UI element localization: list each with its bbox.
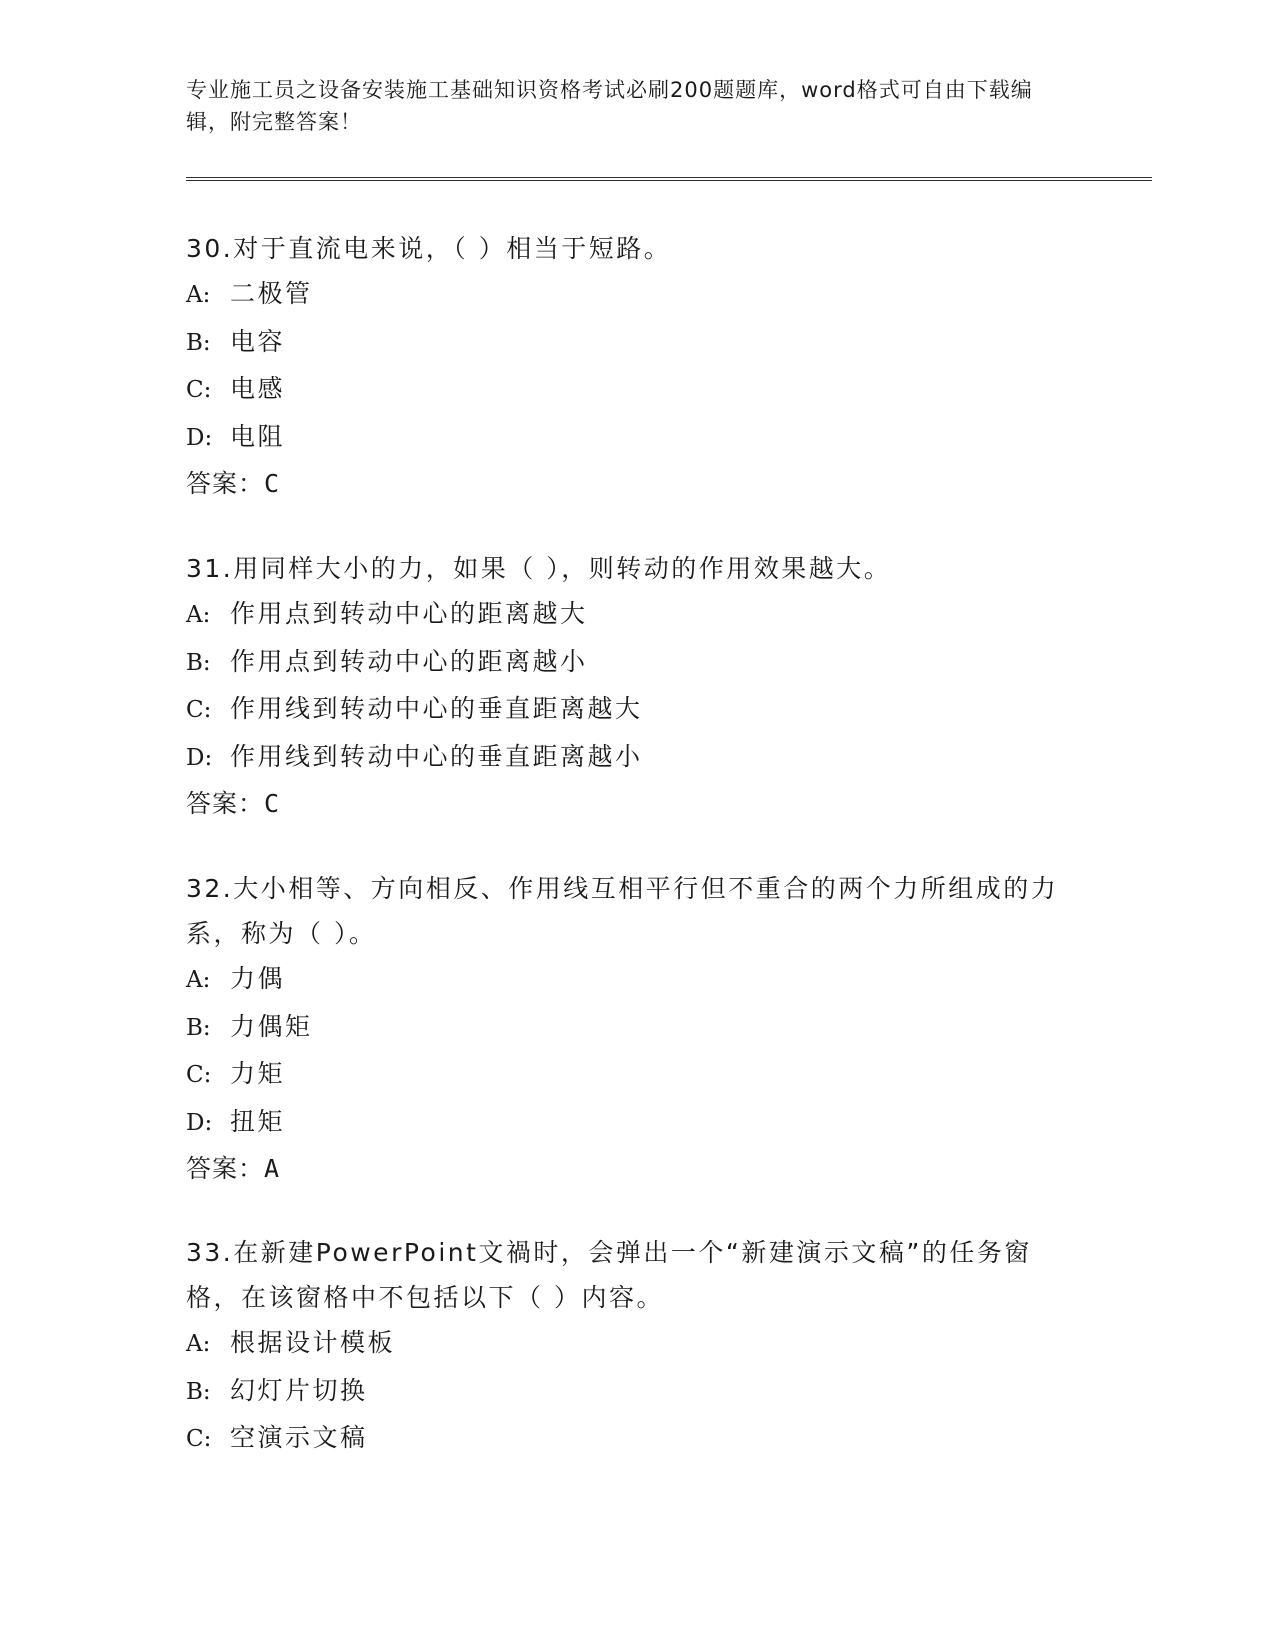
option-a: A: 二极管 [186, 279, 313, 308]
option-d: D: 作用线到转动中心的垂直距离越小 [186, 741, 643, 771]
question-stem: 30.对于直流电来说，（ ）相当于短路。 [186, 234, 672, 263]
header-divider [186, 177, 1152, 181]
question-stem: 32.大小相等、方向相反、作用线互相平行但不重合的两个力所组成的力系，称为（ ）。 [186, 874, 1059, 948]
option-c: C: 作用线到转动中心的垂直距离越大 [186, 694, 643, 723]
option-b: B: 电容 [186, 326, 286, 356]
option-a: A: 力偶 [186, 964, 286, 993]
option-b: B: 幻灯片切换 [186, 1375, 368, 1405]
option-b: B: 作用点到转动中心的距离越小 [186, 646, 588, 676]
option-c: C: 电感 [186, 374, 286, 403]
document-header: 专业施工员之设备安装施工基础知识资格考试必刷200题题库，word格式可自由下载编辑，附完整答案！ [186, 78, 1033, 134]
answer-line: 答案：C [186, 789, 281, 818]
option-c: C: 空演示文稿 [186, 1423, 368, 1452]
option-a: A: 根据设计模板 [186, 1328, 396, 1357]
option-d: D: 电阻 [186, 421, 286, 451]
question-32 [186, 866, 1086, 1191]
answer-line: 答案：C [186, 469, 281, 498]
option-d: D: 扭矩 [186, 1106, 286, 1136]
question-stem: 31.用同样大小的力，如果（ ），则转动的作用效果越大。 [186, 554, 892, 583]
option-b: B: 力偶矩 [186, 1011, 313, 1041]
question-30 [186, 226, 1086, 506]
answer-line: 答案：A [186, 1154, 281, 1183]
question-stem: 33.在新建PowerPoint文禍时，会弹出一个“新建演示文稿”的任务窗格，在该窗格中不包括以下（ ）内容。 [186, 1238, 1032, 1312]
question-31 [186, 546, 1086, 826]
option-c: C: 力矩 [186, 1059, 286, 1088]
option-a: A: 作用点到转动中心的距离越大 [186, 599, 588, 628]
question-33 [186, 1230, 1086, 1463]
